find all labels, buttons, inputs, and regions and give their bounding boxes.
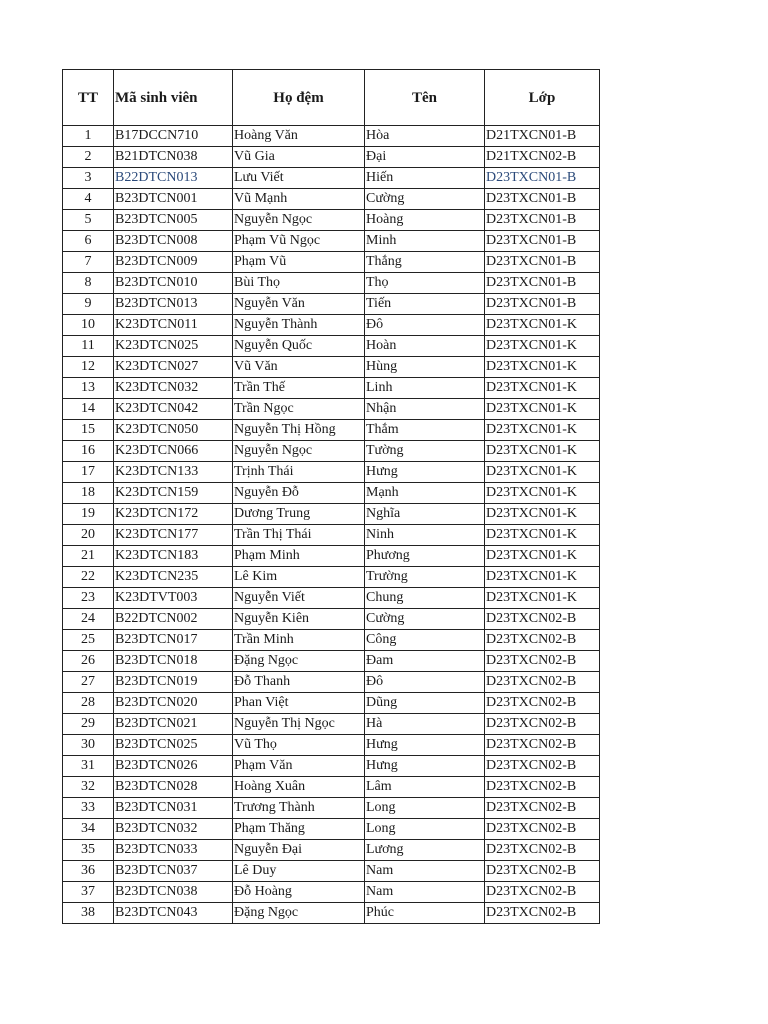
table-row: [63, 756, 600, 777]
cell-tt: 13: [63, 378, 114, 399]
cell-ten: Trường: [365, 567, 485, 588]
cell-tt: 20: [63, 525, 114, 546]
cell-tt: 34: [63, 819, 114, 840]
cell-lop: D21TXCN01-B: [485, 126, 600, 147]
cell-ten: Thắm: [365, 420, 485, 441]
cell-lop: D23TXCN02-B: [485, 735, 600, 756]
cell-ma-sinh-vien: B23DTCN025: [114, 735, 233, 756]
cell-tt: 7: [63, 252, 114, 273]
table-row: [63, 651, 600, 672]
cell-ma-sinh-vien: K23DTCN177: [114, 525, 233, 546]
cell-ma-sinh-vien: B23DTCN010: [114, 273, 233, 294]
cell-ma-sinh-vien: B23DTCN043: [114, 903, 233, 924]
cell-tt: 35: [63, 840, 114, 861]
cell-tt: 14: [63, 399, 114, 420]
cell-tt: 24: [63, 609, 114, 630]
header-lop: Lớp: [485, 70, 600, 126]
table-row: [63, 252, 600, 273]
cell-tt: 27: [63, 672, 114, 693]
cell-ten: Lâm: [365, 777, 485, 798]
table-row: [63, 819, 600, 840]
cell-ho-dem: Nguyễn Ngọc: [233, 210, 365, 231]
cell-ten: Đại: [365, 147, 485, 168]
cell-ho-dem: Nguyễn Quốc: [233, 336, 365, 357]
cell-tt: 21: [63, 546, 114, 567]
cell-lop: D23TXCN01-K: [485, 588, 600, 609]
cell-ho-dem: Nguyễn Đại: [233, 840, 365, 861]
cell-lop: D23TXCN01-B: [485, 168, 600, 189]
cell-lop: D23TXCN01-K: [485, 441, 600, 462]
cell-ho-dem: Hoàng Văn: [233, 126, 365, 147]
cell-tt: 28: [63, 693, 114, 714]
cell-ten: Phúc: [365, 903, 485, 924]
cell-ho-dem: Nguyễn Thành: [233, 315, 365, 336]
cell-ma-sinh-vien: B23DTCN026: [114, 756, 233, 777]
cell-lop: D23TXCN02-B: [485, 777, 600, 798]
cell-ma-sinh-vien: K23DTCN027: [114, 357, 233, 378]
table-body: [63, 126, 600, 924]
cell-ma-sinh-vien: B23DTCN033: [114, 840, 233, 861]
cell-ma-sinh-vien: B23DTCN037: [114, 861, 233, 882]
table-row: [63, 525, 600, 546]
table-row: [63, 189, 600, 210]
table-row: [63, 609, 600, 630]
cell-ten: Đô: [365, 672, 485, 693]
cell-ma-sinh-vien: B23DTCN038: [114, 882, 233, 903]
cell-lop: D23TXCN01-K: [485, 504, 600, 525]
cell-ho-dem: Trần Thế: [233, 378, 365, 399]
cell-lop: D23TXCN02-B: [485, 798, 600, 819]
cell-tt: 32: [63, 777, 114, 798]
cell-tt: 8: [63, 273, 114, 294]
cell-lop: D23TXCN01-B: [485, 294, 600, 315]
cell-ma-sinh-vien: B23DTCN019: [114, 672, 233, 693]
cell-ho-dem: Đỗ Hoàng: [233, 882, 365, 903]
cell-ten: Cường: [365, 609, 485, 630]
cell-lop: D23TXCN01-K: [485, 336, 600, 357]
cell-tt: 29: [63, 714, 114, 735]
cell-ho-dem: Vũ Mạnh: [233, 189, 365, 210]
table-row: [63, 168, 600, 189]
cell-ma-sinh-vien: B23DTCN013: [114, 294, 233, 315]
cell-ma-sinh-vien: K23DTVT003: [114, 588, 233, 609]
cell-lop: D23TXCN01-K: [485, 357, 600, 378]
cell-ma-sinh-vien: B17DCCN710: [114, 126, 233, 147]
cell-ho-dem: Phạm Vũ: [233, 252, 365, 273]
cell-ten: Dũng: [365, 693, 485, 714]
cell-lop: D23TXCN01-B: [485, 231, 600, 252]
cell-lop: D23TXCN02-B: [485, 651, 600, 672]
cell-ho-dem: Phạm Vũ Ngọc: [233, 231, 365, 252]
cell-ho-dem: Phạm Thăng: [233, 819, 365, 840]
cell-ten: Linh: [365, 378, 485, 399]
cell-lop: D23TXCN02-B: [485, 693, 600, 714]
table-row: [63, 567, 600, 588]
cell-ten: Long: [365, 819, 485, 840]
table-row: [63, 882, 600, 903]
cell-ten: Công: [365, 630, 485, 651]
cell-tt: 9: [63, 294, 114, 315]
cell-tt: 26: [63, 651, 114, 672]
cell-tt: 33: [63, 798, 114, 819]
cell-ma-sinh-vien: K23DTCN025: [114, 336, 233, 357]
cell-ma-sinh-vien: B23DTCN018: [114, 651, 233, 672]
cell-lop: D23TXCN01-B: [485, 273, 600, 294]
cell-tt: 10: [63, 315, 114, 336]
cell-ho-dem: Phạm Văn: [233, 756, 365, 777]
cell-ten: Hoàn: [365, 336, 485, 357]
cell-ho-dem: Lưu Viết: [233, 168, 365, 189]
cell-lop: D23TXCN01-K: [485, 483, 600, 504]
cell-tt: 5: [63, 210, 114, 231]
table-row: [63, 735, 600, 756]
cell-ten: Nghĩa: [365, 504, 485, 525]
header-ten: Tên: [365, 70, 485, 126]
cell-ma-sinh-vien: K23DTCN159: [114, 483, 233, 504]
cell-ma-sinh-vien: B23DTCN028: [114, 777, 233, 798]
cell-ho-dem: Đặng Ngọc: [233, 651, 365, 672]
cell-ho-dem: Đỗ Thanh: [233, 672, 365, 693]
cell-ten: Hòa: [365, 126, 485, 147]
cell-ten: Tiến: [365, 294, 485, 315]
cell-ten: Long: [365, 798, 485, 819]
cell-lop: D23TXCN02-B: [485, 903, 600, 924]
cell-ma-sinh-vien: B23DTCN031: [114, 798, 233, 819]
cell-ma-sinh-vien: B23DTCN020: [114, 693, 233, 714]
cell-ho-dem: Vũ Văn: [233, 357, 365, 378]
cell-lop: D23TXCN01-K: [485, 462, 600, 483]
cell-ho-dem: Nguyễn Văn: [233, 294, 365, 315]
cell-ho-dem: Dương Trung: [233, 504, 365, 525]
cell-tt: 1: [63, 126, 114, 147]
table-row: [63, 273, 600, 294]
cell-tt: 38: [63, 903, 114, 924]
cell-ma-sinh-vien: K23DTCN133: [114, 462, 233, 483]
table-row: [63, 798, 600, 819]
cell-tt: 15: [63, 420, 114, 441]
cell-ten: Ninh: [365, 525, 485, 546]
cell-lop: D23TXCN02-B: [485, 840, 600, 861]
table-row: [63, 714, 600, 735]
table-row: [63, 399, 600, 420]
cell-ho-dem: Nguyễn Thị Hồng: [233, 420, 365, 441]
table-row: [63, 210, 600, 231]
table-row: [63, 231, 600, 252]
cell-ten: Hà: [365, 714, 485, 735]
cell-tt: 30: [63, 735, 114, 756]
cell-ma-sinh-vien: K23DTCN183: [114, 546, 233, 567]
cell-ho-dem: Vũ Gia: [233, 147, 365, 168]
cell-ho-dem: Vũ Thọ: [233, 735, 365, 756]
header-ho-dem: Họ đệm: [233, 70, 365, 126]
cell-ten: Thọ: [365, 273, 485, 294]
cell-ma-sinh-vien: B23DTCN001: [114, 189, 233, 210]
cell-ho-dem: Trương Thành: [233, 798, 365, 819]
cell-ma-sinh-vien: B23DTCN017: [114, 630, 233, 651]
table-row: [63, 462, 600, 483]
table-row: [63, 357, 600, 378]
table-row: [63, 777, 600, 798]
cell-tt: 6: [63, 231, 114, 252]
cell-ho-dem: Phạm Minh: [233, 546, 365, 567]
cell-lop: D23TXCN01-K: [485, 567, 600, 588]
cell-ten: Đam: [365, 651, 485, 672]
table-row: [63, 126, 600, 147]
cell-lop: D23TXCN01-B: [485, 210, 600, 231]
cell-ten: Mạnh: [365, 483, 485, 504]
cell-tt: 36: [63, 861, 114, 882]
cell-ten: Hùng: [365, 357, 485, 378]
table-row: [63, 840, 600, 861]
cell-ho-dem: Phan Việt: [233, 693, 365, 714]
cell-tt: 16: [63, 441, 114, 462]
table-row: [63, 483, 600, 504]
cell-ten: Đô: [365, 315, 485, 336]
cell-tt: 19: [63, 504, 114, 525]
cell-ma-sinh-vien: B21DTCN038: [114, 147, 233, 168]
cell-ten: Hưng: [365, 735, 485, 756]
cell-lop: D23TXCN01-B: [485, 252, 600, 273]
cell-tt: 2: [63, 147, 114, 168]
cell-ho-dem: Nguyễn Viết: [233, 588, 365, 609]
table-row: [63, 903, 600, 924]
cell-tt: 12: [63, 357, 114, 378]
cell-ma-sinh-vien: K23DTCN235: [114, 567, 233, 588]
cell-ho-dem: Đặng Ngọc: [233, 903, 365, 924]
cell-ho-dem: Nguyễn Thị Ngọc: [233, 714, 365, 735]
cell-lop: D23TXCN02-B: [485, 714, 600, 735]
cell-ho-dem: Trần Ngọc: [233, 399, 365, 420]
cell-ma-sinh-vien: B23DTCN009: [114, 252, 233, 273]
cell-ma-sinh-vien: B23DTCN005: [114, 210, 233, 231]
cell-lop: D21TXCN02-B: [485, 147, 600, 168]
cell-ho-dem: Lê Duy: [233, 861, 365, 882]
cell-ten: Hoàng: [365, 210, 485, 231]
table-row: [63, 378, 600, 399]
cell-ma-sinh-vien: B22DTCN013: [114, 168, 233, 189]
cell-ten: Hưng: [365, 462, 485, 483]
cell-ma-sinh-vien: B23DTCN008: [114, 231, 233, 252]
header-row: [63, 70, 600, 126]
cell-ho-dem: Trịnh Thái: [233, 462, 365, 483]
table-row: [63, 147, 600, 168]
cell-ma-sinh-vien: K23DTCN172: [114, 504, 233, 525]
table-row: [63, 504, 600, 525]
table-row: [63, 588, 600, 609]
cell-ma-sinh-vien: B23DTCN021: [114, 714, 233, 735]
cell-ma-sinh-vien: B23DTCN032: [114, 819, 233, 840]
cell-lop: D23TXCN02-B: [485, 819, 600, 840]
table-row: [63, 672, 600, 693]
student-list-sheet: [62, 69, 600, 924]
cell-lop: D23TXCN01-K: [485, 315, 600, 336]
cell-ma-sinh-vien: B22DTCN002: [114, 609, 233, 630]
cell-tt: 37: [63, 882, 114, 903]
cell-ho-dem: Nguyễn Đỗ: [233, 483, 365, 504]
cell-tt: 4: [63, 189, 114, 210]
cell-ten: Thắng: [365, 252, 485, 273]
cell-ten: Nam: [365, 861, 485, 882]
cell-lop: D23TXCN02-B: [485, 882, 600, 903]
cell-ten: Minh: [365, 231, 485, 252]
header-tt: TT: [63, 70, 114, 126]
cell-ho-dem: Trần Thị Thái: [233, 525, 365, 546]
cell-ma-sinh-vien: K23DTCN042: [114, 399, 233, 420]
cell-lop: D23TXCN01-K: [485, 546, 600, 567]
cell-tt: 11: [63, 336, 114, 357]
cell-ten: Chung: [365, 588, 485, 609]
cell-ten: Hưng: [365, 756, 485, 777]
cell-lop: D23TXCN02-B: [485, 630, 600, 651]
table-row: [63, 336, 600, 357]
student-table: [62, 69, 600, 924]
cell-lop: D23TXCN01-K: [485, 378, 600, 399]
table-row: [63, 693, 600, 714]
cell-tt: 22: [63, 567, 114, 588]
table-row: [63, 861, 600, 882]
table-row: [63, 630, 600, 651]
cell-lop: D23TXCN02-B: [485, 672, 600, 693]
cell-lop: D23TXCN02-B: [485, 609, 600, 630]
table-row: [63, 420, 600, 441]
cell-lop: D23TXCN01-K: [485, 525, 600, 546]
table-row: [63, 315, 600, 336]
cell-lop: D23TXCN02-B: [485, 861, 600, 882]
cell-lop: D23TXCN01-K: [485, 399, 600, 420]
cell-ten: Tường: [365, 441, 485, 462]
cell-ho-dem: Lê Kim: [233, 567, 365, 588]
table-header: [63, 70, 600, 126]
cell-ten: Phương: [365, 546, 485, 567]
cell-ten: Lương: [365, 840, 485, 861]
cell-tt: 25: [63, 630, 114, 651]
cell-tt: 3: [63, 168, 114, 189]
cell-ten: Nhận: [365, 399, 485, 420]
cell-ho-dem: Hoàng Xuân: [233, 777, 365, 798]
header-ma-sinh-vien: Mã sinh viên: [114, 70, 233, 126]
cell-ten: Cường: [365, 189, 485, 210]
cell-ma-sinh-vien: K23DTCN050: [114, 420, 233, 441]
cell-lop: D23TXCN01-B: [485, 189, 600, 210]
cell-ho-dem: Bùi Thọ: [233, 273, 365, 294]
cell-lop: D23TXCN02-B: [485, 756, 600, 777]
cell-tt: 23: [63, 588, 114, 609]
cell-tt: 31: [63, 756, 114, 777]
cell-ma-sinh-vien: K23DTCN032: [114, 378, 233, 399]
cell-ho-dem: Trần Minh: [233, 630, 365, 651]
cell-lop: D23TXCN01-K: [485, 420, 600, 441]
cell-ma-sinh-vien: K23DTCN011: [114, 315, 233, 336]
cell-tt: 18: [63, 483, 114, 504]
cell-ten: Hiến: [365, 168, 485, 189]
table-row: [63, 546, 600, 567]
cell-tt: 17: [63, 462, 114, 483]
cell-ho-dem: Nguyễn Kiên: [233, 609, 365, 630]
cell-ma-sinh-vien: K23DTCN066: [114, 441, 233, 462]
cell-ten: Nam: [365, 882, 485, 903]
table-row: [63, 441, 600, 462]
table-row: [63, 294, 600, 315]
cell-ho-dem: Nguyễn Ngọc: [233, 441, 365, 462]
